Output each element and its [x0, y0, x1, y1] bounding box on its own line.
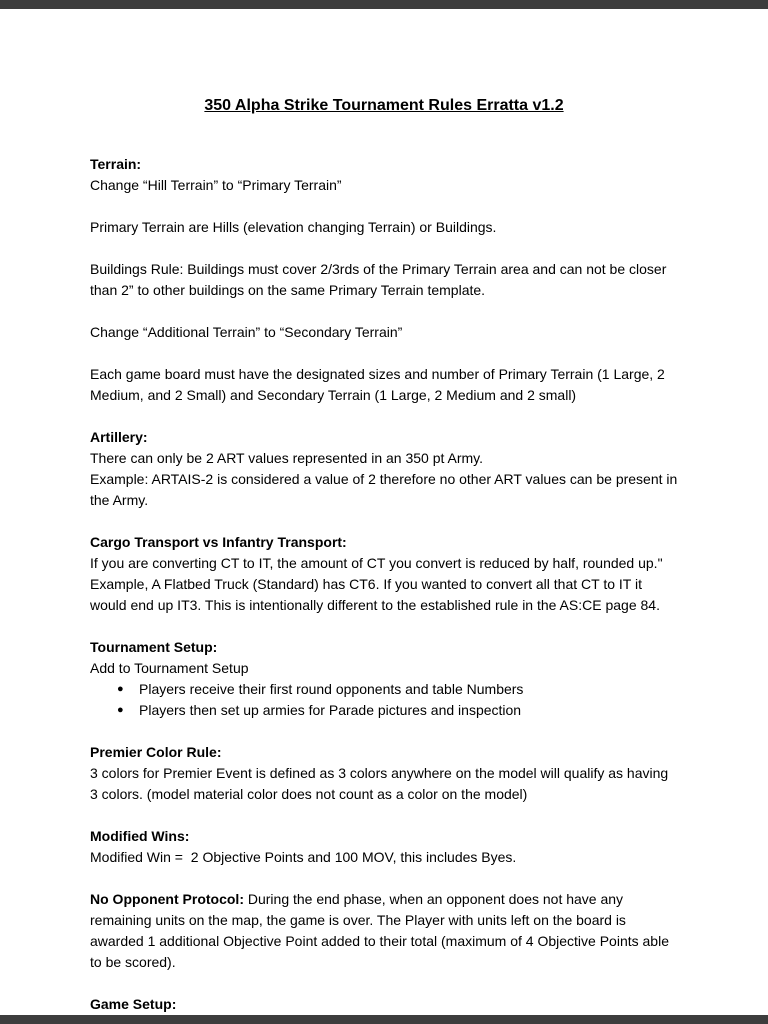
document-page [0, 9, 768, 1015]
body-text: Change “Hill Terrain” to “Primary Terrain” [90, 177, 342, 193]
body-text: Players receive their first round opponents and table Numbers [139, 681, 524, 697]
body-line [90, 217, 678, 238]
body-line [90, 763, 678, 805]
body-text: Example, A Flatbed Truck (Standard) has CT6. If you wanted to convert all that CT to IT it would end up IT3. This is intentionally different to the established rule in the AS:CE page 84. [90, 576, 660, 613]
body-text: Add to Tournament Setup [90, 660, 249, 676]
section-heading-text: Tournament Setup: [90, 639, 218, 655]
body-text: Players then set up armies for Parade pictures and inspection [139, 702, 522, 718]
section-heading [90, 994, 678, 1015]
section-heading-text: Terrain: [90, 156, 142, 172]
section-heading [90, 826, 678, 847]
body-text: There can only be 2 ART values represented in an 350 pt Army. [90, 450, 484, 466]
section-heading [90, 637, 678, 658]
document-body [90, 154, 682, 1015]
paragraph-group [90, 259, 678, 301]
section-heading [90, 532, 678, 553]
body-line [90, 175, 678, 196]
paragraph-group [90, 742, 678, 805]
bullet-icon: ● [117, 704, 124, 716]
paragraph-group [90, 532, 678, 616]
body-text: If you are converting CT to IT, the amount of CT you convert is reduced by half, rounded up." [90, 555, 663, 571]
section-heading [90, 427, 678, 448]
paragraph-group [90, 994, 678, 1015]
paragraph-group [90, 322, 678, 343]
body-text: Primary Terrain are Hills (elevation changing Terrain) or Buildings. [90, 219, 497, 235]
body-line [90, 448, 678, 469]
section-heading [90, 742, 678, 763]
paragraph-group [90, 427, 682, 511]
body-text: During the end phase, when an opponent does not have any remaining units on the map, the game is over. The Player with units left on the board is awarded 1 additional Objective Point added to their total (maximum of 4 Objective Points able to be scored). [90, 891, 673, 970]
paragraph-group [90, 637, 678, 721]
paragraph-group [90, 364, 678, 406]
section-heading [90, 154, 678, 175]
bullet-item [90, 679, 678, 700]
section-heading-text: Modified Wins: [90, 828, 190, 844]
body-line [90, 889, 678, 973]
paragraph-group [90, 889, 678, 973]
body-line [90, 553, 678, 574]
section-heading-text: Artillery: [90, 429, 148, 445]
paragraph-group [90, 154, 678, 196]
paragraph-group [90, 217, 678, 238]
body-line [90, 658, 678, 679]
inline-section-heading: No Opponent Protocol: [90, 891, 244, 907]
body-text: Example: ARTAIS-2 is considered a value of 2 therefore no other ART values can be present in the Army. [90, 471, 682, 508]
body-text: Change “Additional Terrain” to “Secondary Terrain” [90, 324, 403, 340]
body-text: Modified Win = 2 Objective Points and 100 MOV, this includes Byes. [90, 849, 517, 865]
body-text: Each game board must have the designated sizes and number of Primary Terrain (1 Large, 2 Medium, and 2 Small) and Secondary Terrain (1 Large, 2 Medium and 2 small) [90, 366, 669, 403]
bullet-icon: ● [117, 683, 124, 695]
paragraph-group [90, 826, 678, 868]
viewer-bottom-bar [0, 1015, 768, 1024]
body-line [90, 364, 678, 406]
body-text: Buildings Rule: Buildings must cover 2/3rds of the Primary Terrain area and can not be closer than 2” to other buildings on the same Primary Terrain template. [90, 261, 671, 298]
section-heading-text: Premier Color Rule: [90, 744, 222, 760]
viewer-top-bar [0, 0, 768, 9]
document-title: 350 Alpha Strike Tournament Rules Erratta v1.2 [204, 97, 564, 114]
section-heading-text: Game Setup: [90, 996, 177, 1012]
body-text: 3 colors for Premier Event is defined as 3 colors anywhere on the model will qualify as having 3 colors. (model material color does not count as a color on the model) [90, 765, 673, 802]
bullet-item [90, 700, 678, 721]
section-heading-text: Cargo Transport vs Infantry Transport: [90, 534, 347, 550]
body-line [90, 469, 682, 511]
body-line [90, 259, 678, 301]
body-line [90, 322, 678, 343]
body-line [90, 847, 678, 868]
body-line [90, 574, 678, 616]
